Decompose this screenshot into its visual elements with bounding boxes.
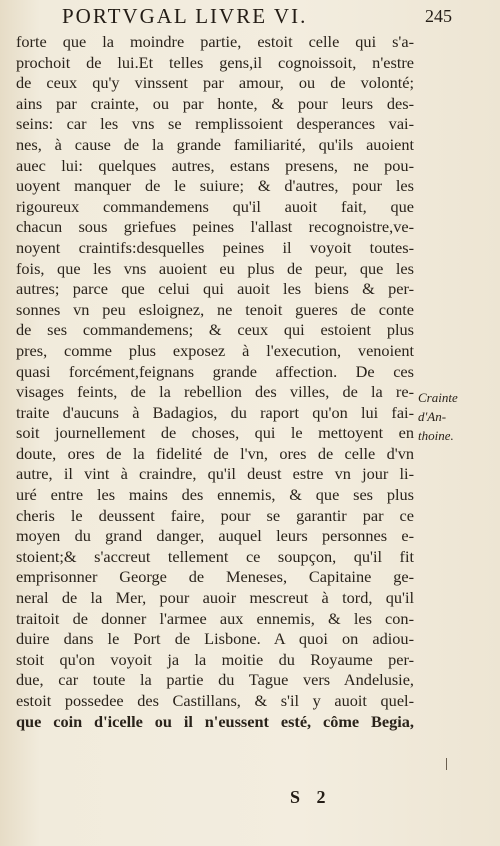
margin-note	[418, 388, 458, 445]
text-line: de ses commandemens; & ceux qui estoient plus	[16, 320, 414, 340]
text-line: ains par crainte, ou par honte, & pour leurs des-	[16, 93, 414, 113]
text-line: forte que la moindre partie, estoit celle qui s'a-	[16, 32, 414, 51]
text-line: uoyent manquer de le suiure; & d'autres, pour les	[16, 176, 414, 196]
margin-note-line: Crainte	[418, 390, 458, 405]
text-line: chacun sous griefues peines l'allast recognoistre,ve-	[16, 217, 414, 237]
margin-note-line: d'An-	[418, 409, 447, 424]
text-line: duire dans le Port de Lisbone. A quoi on adiou-	[16, 629, 414, 649]
text-line: uré entre les mains des ennemis, & que ses plus	[16, 485, 414, 505]
page-number: 245	[425, 6, 452, 26]
body-text	[16, 32, 414, 732]
text-line: seins: car les vns se remplissoient desperances vai-	[16, 114, 414, 134]
text-line: de ceux qu'y vinssent par amour, ou de volonté;	[16, 73, 414, 93]
text-line: traitoit de donner l'armee aux ennemis, & les con-	[16, 608, 414, 628]
text-line: autres; parce que celui qui auoit les biens & per-	[16, 279, 414, 299]
text-line: que coin d'icelle ou il n'eussent esté, côme Begia,	[16, 711, 414, 731]
text-line: noyent craintifs:desquelles peines il voyoit toutes-	[16, 237, 414, 257]
running-head: PORTVGAL LIVRE VI.	[62, 4, 308, 28]
text-line: due, car toute la partie du Tague vers Andelusie,	[16, 670, 414, 690]
text-line: fois, que les vns auoient eu plus de peur, que les	[16, 258, 414, 278]
text-line: stoit qu'on voyoit ja la moitie du Royaume per-	[16, 649, 414, 669]
text-line: stoient;& s'accreut tellement ce soupçon, qu'il fit	[16, 546, 414, 566]
text-line: doute, ores de la fidelité de l'vn, ores de celle d'vn	[16, 443, 414, 463]
text-line: neral de la Mer, pour auoir mescreut à tord, qu'il	[16, 588, 414, 608]
text-line: sonnes vn peu esloignez, ne tenoit gueres de conte	[16, 299, 414, 319]
text-line: traite d'aucuns à Badagios, du raport qu'on lui fai-	[16, 402, 414, 422]
text-line: pres, comme plus exposez à l'execution, venoient	[16, 340, 414, 360]
margin-note-line: thoine.	[418, 428, 454, 443]
text-line: estoit possedee des Castillans, & s'il y auoit quel-	[16, 691, 414, 710]
text-line: cheris le deussent faire, pour se garantir par ce	[16, 505, 414, 525]
page-header	[62, 4, 452, 30]
text-line: nes, à cause de la grande familiarité, qu'ils auoient	[16, 134, 414, 154]
text-line: quasi forcément,feignans grande affection. De ces	[16, 361, 414, 381]
text-line: auec lui: quelques autres, estans presens, ne pou-	[16, 155, 414, 175]
text-line: prochoit de lui.Et telles gens,il cognoissoit, n'estre	[16, 52, 414, 72]
text-line: emprisonner George de Meneses, Capitaine ge-	[16, 567, 414, 587]
text-line: rigoureux commandemens qu'il auoit fait, que	[16, 196, 414, 216]
text-line: autre, il vint à craindre, qu'il deust estre vn jour li-	[16, 464, 414, 484]
signature-mark: S 2	[290, 787, 332, 807]
text-line: moyen du grand danger, auquel leurs personnes e-	[16, 526, 414, 546]
text-line: soit journellement de choses, qui le mettoyent en	[16, 423, 414, 443]
text-line: visages feints, de la rebellion des villes, de la re-	[16, 382, 414, 402]
edge-mark	[446, 758, 447, 770]
